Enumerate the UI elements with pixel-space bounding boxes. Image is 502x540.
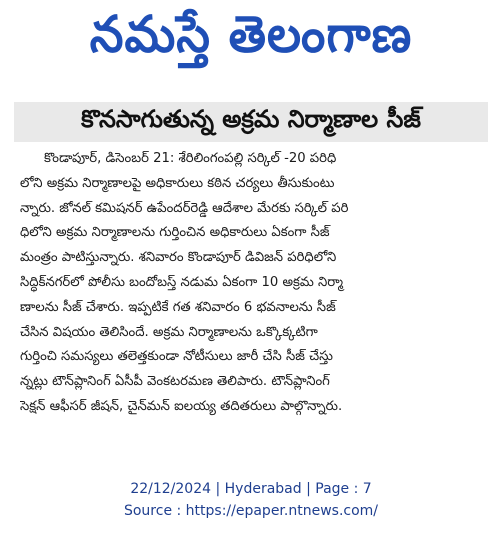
article-line: కొండాపూర్, డిసెంబర్ 21: శేరిలింగంపల్లి సర్కిల్ -20 పరిధి (44, 151, 337, 166)
masthead-title: నమస్తే తెలంగాణ (89, 5, 413, 65)
article-line: మంత్రం పాటిస్తున్నారు. శనివారం కొండాపూర్ డివిజన్ పరిధిలోని (20, 250, 337, 266)
footer-dateline: 22/12/2024 | Hyderabad | Page : 7 (130, 481, 372, 497)
article-line: గుర్తించి సమస్యలు తలెత్తకుండా నోటీసులు జారీ చేసి సీజ్ చేస్తు (20, 349, 333, 365)
footer-source: Source : https://epaper.ntnews.com/ (123, 503, 379, 519)
headline-banner (14, 102, 488, 142)
article-line: న్నట్లు టౌన్‌ప్లానింగ్ ఏసీపీ వెంకటరమణ తెలిపారు. టౌన్‌ప్లానింగ్ (20, 374, 330, 390)
article-line: చేసిన విషయం తెలిసిందే. అక్రమ నిర్మాణాలను ఒక్కొక్కటిగా (20, 324, 318, 340)
article-line: న్నారు. జోనల్ కమిషనర్ ఉపేందర్‌రెడ్డి ఆదేశాల మేరకు సర్కిల్ పరి (20, 200, 349, 216)
footer (0, 478, 502, 522)
article-body (20, 147, 482, 420)
masthead (0, 0, 502, 82)
article-line: సెక్షన్ ఆఫీసర్ జీషన్, చైన్‌మన్ ఐలయ్య తదితరులు పాల్గొన్నారు. (20, 398, 343, 414)
article-headline: కొనసాగుతున్న అక్రమ నిర్మాణాల సీజ్ (81, 105, 421, 133)
article-line: ధిలోని అక్రమ నిర్మాణాలను గుర్తించిన అధికారులు ఏకంగా సీజ్ (20, 225, 330, 241)
article-line: ణాలను సీజ్ చేశారు. ఇప్పటికే గత శనివారం 6 భవనాలను సీజ్ (20, 299, 336, 315)
article-line: సిద్ధిక్‌నగర్‌లో పోలీసు బందోబస్త్ నడుమ ఏకంగా 10 అక్రమ నిర్మా (20, 274, 343, 290)
article-line: లోని అక్రమ నిర్మాణాలపై అధికారులు కఠిన చర్యలు తీసుకుంటు (20, 175, 335, 191)
